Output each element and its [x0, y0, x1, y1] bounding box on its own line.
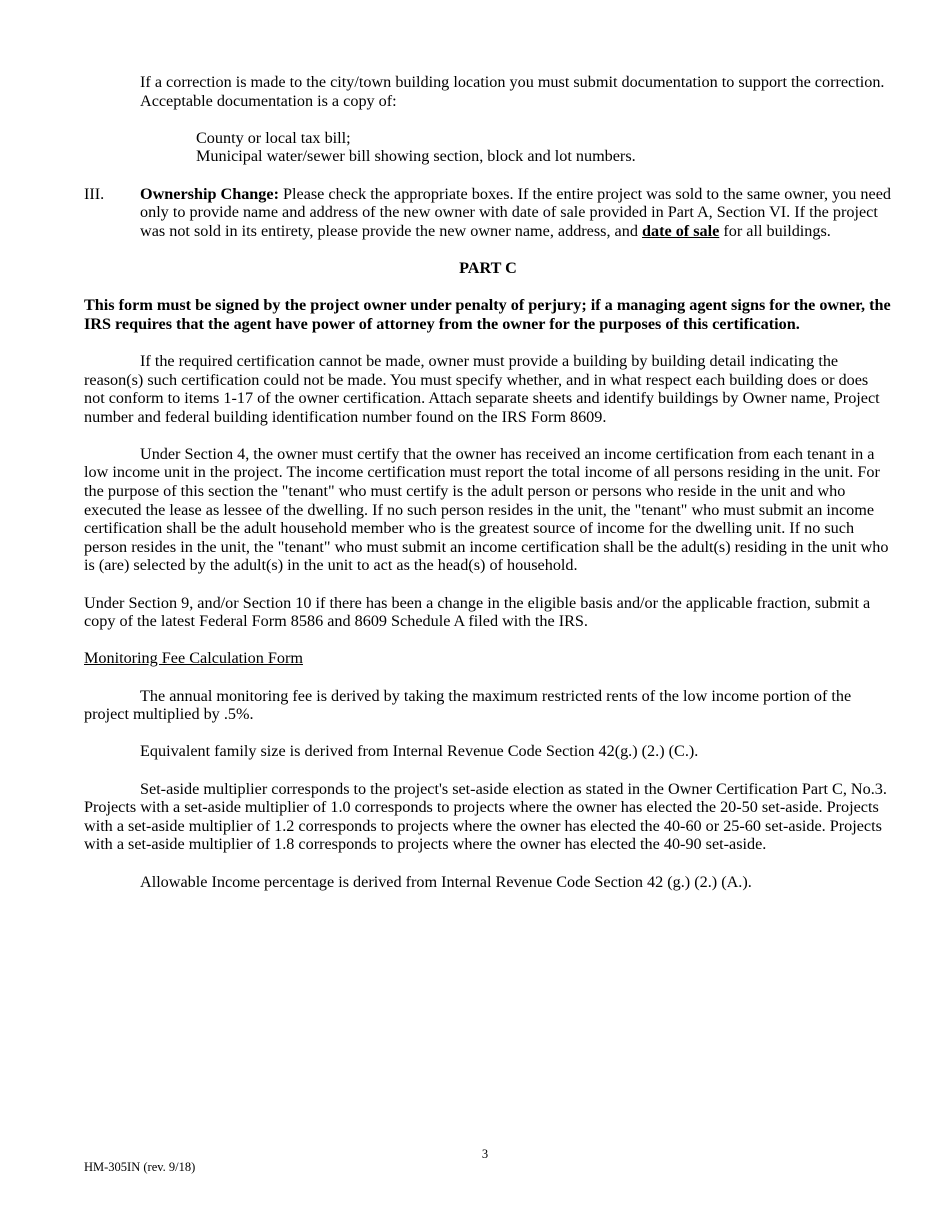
correction-paragraph: If a correction is made to the city/town building location you must submit documentation to support the correction. Acceptable documentation is a copy of: [140, 73, 885, 110]
certification-paragraph: If the required certification cannot be made, owner must provide a building by building detail indicating the reason(s) such certification could not be made. You must specify whether, and in what respect each building does or does not conform to items 1-17 of the owner certification. Attach separate sheets and identify buildings by Owner name, Project number and federal building identification number found on the IRS Form 8609. [84, 351, 880, 426]
date-of-sale-emphasis: date of sale [641, 221, 720, 240]
form-code: HM-305IN (rev. 9/18) [84, 1160, 196, 1174]
monitoring-fee-heading: Monitoring Fee Calculation Form [84, 649, 303, 668]
section-ownership-text: Ownership Change: Please check the appropriate boxes. If the entire project was sold to the same owner, you need only to provide name and address of the new owner with date of sale provided in Part A, Section VI. If the project was not sold in its entirety, please provide the new owner name, address, and date of sale for all buildings. [140, 184, 891, 240]
monitoring-fee-paragraph: The annual monitoring fee is derived by taking the maximum restricted rents of the low income portion of the project multiplied by .5%. [84, 686, 852, 724]
perjury-warning: This form must be signed by the project owner under penalty of perjury; if a managing agent signs for the owner, the IRS requires that the agent have power of attorney from the owner for the purposes of this certification. [84, 296, 891, 333]
section-number: III. [84, 184, 105, 203]
section4-paragraph: Under Section 4, the owner must certify that the owner has received an income certification from each tenant in a low income unit in the project. The income certification must report the total income of all persons residing in the unit. For the purpose of this section the "tenant" who must certify is the adult person or persons who reside in the unit and who executed the lease as lessee of the dwelling. If no such person resides in the unit, the "tenant" who must submit an income certification shall be the adult household member who is the greatest source of income for the dwelling unit. If no such person resides in the unit, the "tenant" who must submit an income certification shall be the adult(s) residing in the unit who is (are) selected by the adult(s) in the unit to act as the head(s) of household. [84, 444, 889, 575]
allowable-income-paragraph: Allowable Income percentage is derived from Internal Revenue Code Section 42 (g.) (2.) (A.). [140, 872, 752, 891]
family-size-paragraph: Equivalent family size is derived from Internal Revenue Code Section 42(g.) (2.) (C.). [140, 742, 699, 761]
section-heading: Ownership Change: [140, 184, 279, 203]
document-page [84, 73, 892, 891]
section9-paragraph: Under Section 9, and/or Section 10 if there has been a change in the eligible basis and/or the applicable fraction, submit a copy of the latest Federal Form 8586 and 8609 Schedule A filed with the IRS. [84, 593, 871, 631]
correction-doc-item: County or local tax bill; [196, 128, 351, 147]
set-aside-paragraph: Set-aside multiplier corresponds to the project's set-aside election as stated in the Owner Certification Part C, No.3. Projects with a set-aside multiplier of 1.0 corresponds to projects where the owner has elected the 20-50 set-aside. Projects with a set-aside multiplier of 1.2 corresponds to projects where the owner has elected the 40-60 or 25-60 set-aside. Projects with a set-aside multiplier of 1.8 corresponds to projects where the owner has elected the 40-90 set-aside. [84, 779, 887, 854]
page-number: 3 [481, 1147, 489, 1161]
correction-doc-item: Municipal water/sewer bill showing section, block and lot numbers. [196, 147, 636, 166]
section-ownership-change [84, 185, 892, 241]
part-c-title: PART C [459, 258, 517, 277]
